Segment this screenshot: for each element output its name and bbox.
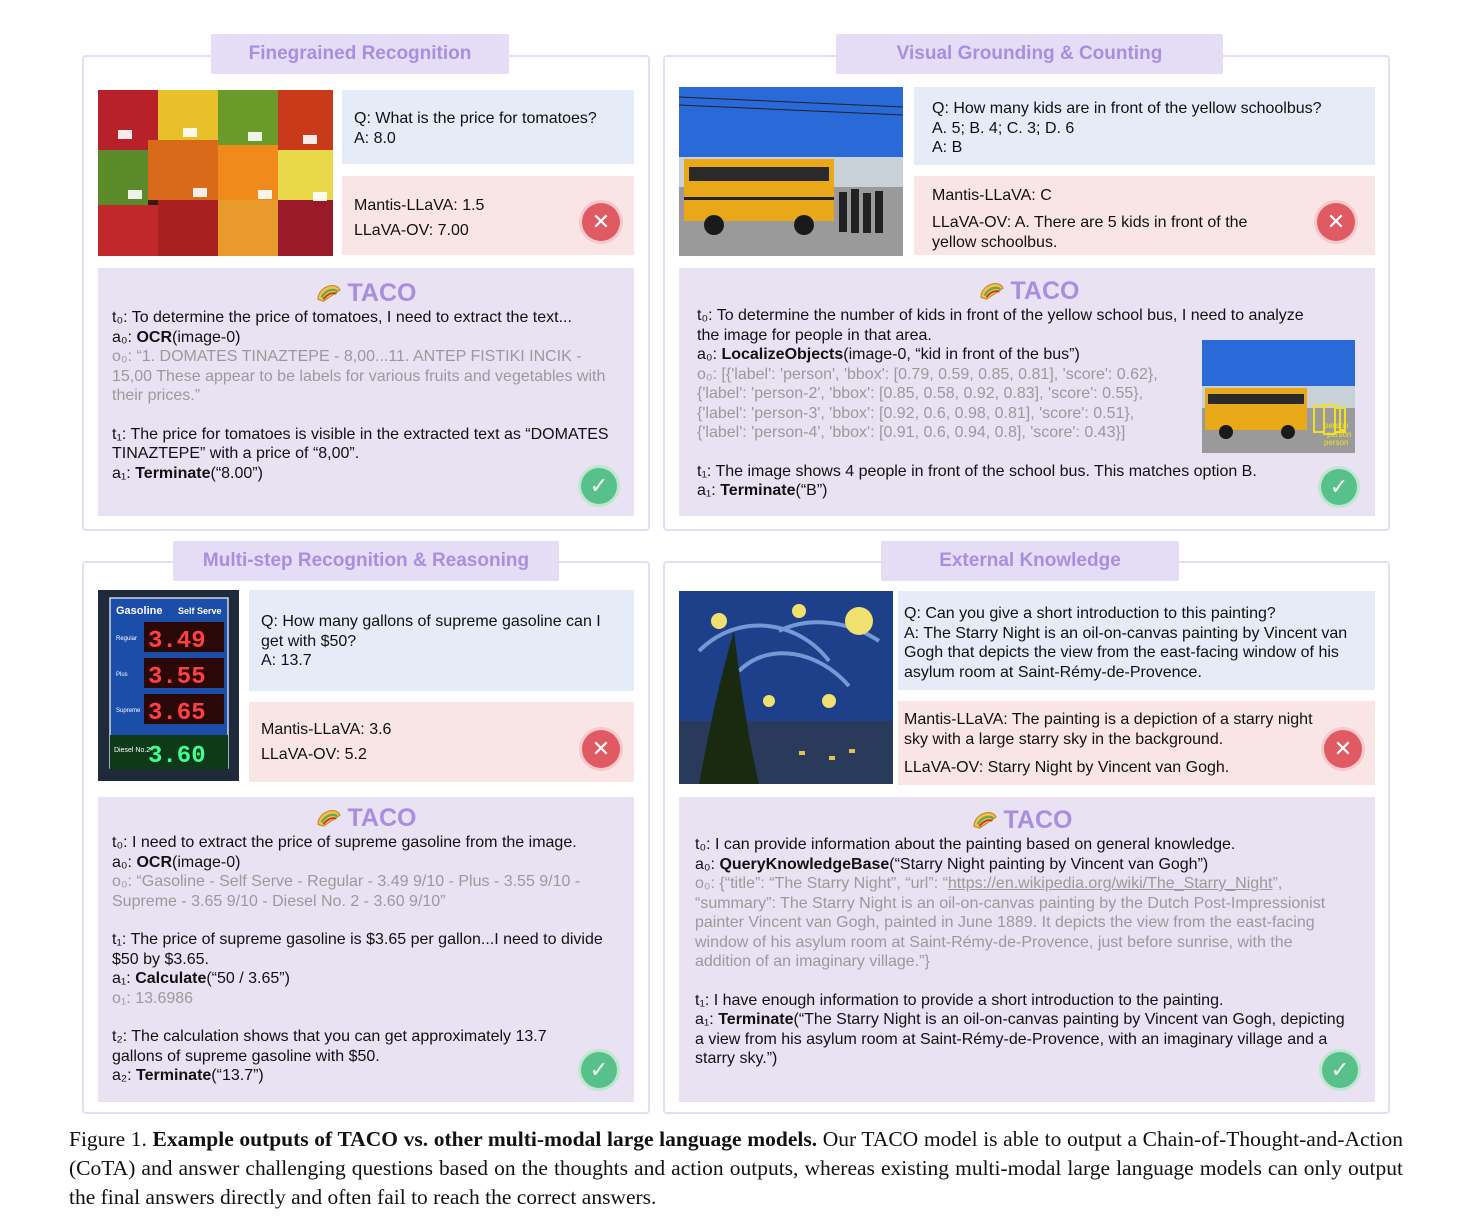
thought-0: t₀: I can provide information about the painting based on general knowledge. [695,836,1236,853]
action-1: a₁: Terminate(“8.00”) [112,464,263,482]
taco-reasoning-box [98,268,634,516]
observation-0: o₀: “1. DOMATES TINAZTEPE - 8,00...11. ANTEP FISTIKI INCIK - 15,00 These appear to be labels for various fruits and vegetables with their prices.” [112,348,610,404]
mantis-answer: Mantis-LLaVA: 3.6 [261,721,392,738]
x-icon: ✕ [1324,730,1362,768]
baseline-answers-box [249,702,634,782]
answer-text: A: 8.0 [354,129,396,147]
options-text: A. 5; B. 4; C. 3; D. 6 [932,119,1075,137]
question-text: Q: What is the price for tomatoes? [354,110,597,127]
check-icon: ✓ [581,468,617,504]
fruit-market-image [98,90,333,256]
observation-1: o₁: 13.6986 [112,989,194,1007]
llava-ov-answer: LLaVA-OV: A. There are 5 kids in front of the yellow schoolbus. [932,214,1248,251]
action-0: a₀: OCR(image-0) [112,328,241,346]
thought-2: t₂: The calculation shows that you can get approximately 13.7 gallons of supreme gasoline with $50. [112,1028,552,1065]
question-box [342,90,634,164]
caption-label: Figure 1. [69,1127,147,1151]
taco-header [695,805,1349,835]
llava-ov-answer: LLaVA-OV: 5.2 [261,746,367,763]
answer-text: A: B [932,139,963,156]
taco-header [112,278,620,308]
caption-bold: Example outputs of TACO vs. other multi-modal large language models. [152,1127,818,1151]
question-text: Q: How many kids are in front of the yellow schoolbus? [932,100,1322,117]
thought-0: t₀: To determine the price of tomatoes, I need to extract the text... [112,309,572,326]
question-text: Q: How many gallons of supreme gasoline can I get with $50? [261,613,606,650]
observation-0: o₀: [{'label': 'person', 'bbox': [0.79, 0.59, 0.85, 0.81], 'score': 0.62}, {'label': 'person-2', 'bbox': [0.85, 0.58, 0.92, 0.83], 'score': 0.55}, {'label': 'person-3', 'bbox': [0.92, 0.6, 0.98, 0.81], 'score': 0.51}, {'label': 'person-4', 'bbox': [0.91, 0.6, 0.94, 0.8], 'score': 0.43}] [697,365,1158,441]
gas-price-sign-image [98,590,239,781]
taco-label: TACO [347,279,417,307]
taco-label: TACO [347,804,417,832]
thought-1: t₁: The image shows 4 people in front of the school bus. This matches option B. [697,462,1257,480]
taco-icon [316,281,342,303]
taco-label: TACO [1003,806,1073,834]
taco-icon [316,806,342,828]
taco-icon [979,279,1005,301]
fuel-label: Plus [116,672,128,678]
schoolbus-image [679,87,903,256]
price-plus: 3.55 [148,664,206,691]
thought-1: t₁: I have enough information to provide a short introduction to the painting. [695,991,1224,1009]
action-2: a₂: Terminate(“13.7”) [112,1067,264,1084]
panel-title: Finegrained Recognition [211,34,509,74]
llava-ov-answer: LLaVA-OV: Starry Night by Vincent van Gogh. [904,759,1230,776]
x-icon: ✕ [582,203,620,241]
bbox-label: person [1324,421,1349,430]
panel-title: Visual Grounding & Counting [836,34,1223,74]
baseline-answers-box [914,176,1375,255]
observation-0: o₀: “Gasoline - Self Serve - Regular - 3.49 9/10 - Plus - 3.55 9/10 - Supreme - 3.65 9/10 - Diesel No. 2 - 3.60 9/10” [112,873,585,910]
action-0: a₀: OCR(image-0) [112,853,241,871]
check-icon: ✓ [1322,1052,1358,1088]
taco-header [112,803,620,833]
answer-text: A: The Starry Night is an oil-on-canvas painting by Vincent van Gogh that depicts the view from the east-facing window of his asylum room at Saint-Rémy-de-Provence. [904,624,1352,681]
caption-text: Our TACO model is able to output a Chain-of-Thought-and-Action (CoTA) and answer challenging questions based on the thoughts and action outputs, whereas existing multi-modal large language models can only output the final answers directly and often fail to reach the correct answers. [69,1127,1404,1209]
fuel-label: Diesel No.2 [114,747,151,754]
question-box [898,591,1375,690]
action-1: a₁: Calculate(“50 / 3.65”) [112,970,290,987]
sign-header: Self Serve [178,606,222,616]
question-box [914,87,1375,165]
action-0: a₀: QueryKnowledgeBase(“Starry Night painting by Vincent van Gogh”) [695,855,1209,873]
thought-1: t₁: The price of supreme gasoline is $3.65 per gallon...I need to divide $50 by $3.65. [112,931,608,968]
taco-icon [972,808,998,830]
llava-ov-answer: LLaVA-OV: 7.00 [354,222,469,239]
question-text: Q: Can you give a short introduction to this painting? [904,605,1276,622]
mantis-answer: Mantis-LLaVA: The painting is a depiction of a starry night sky with a large starry sky in the background. [904,711,1313,748]
action-0: a₀: LocalizeObjects(image-0, “kid in front of the bus”) [697,346,1080,363]
check-icon: ✓ [581,1052,617,1088]
baseline-answers-box [898,701,1375,785]
check-icon: ✓ [1321,469,1357,505]
schoolbus-detection-image [1202,340,1355,453]
answer-text: A: 13.7 [261,652,312,669]
fuel-label: Regular [116,636,138,642]
mantis-answer: Mantis-LLaVA: C [932,187,1052,204]
panel-title: External Knowledge [881,541,1179,581]
wikipedia-link[interactable]: https://en.wikipedia.org/wiki/The_Starry_Night [947,875,1273,892]
mantis-answer: Mantis-LLaVA: 1.5 [354,197,485,214]
action-1: a₁: Terminate(“B”) [697,482,828,499]
taco-header [697,276,1361,306]
bbox-label: person [1324,438,1349,447]
starry-night-image [679,591,893,784]
price-diesel: 3.60 [148,743,206,770]
figure-caption [69,1125,1403,1212]
bbox-label: person [1327,430,1352,439]
taco-label: TACO [1010,277,1080,305]
thought-1: t₁: The price for tomatoes is visible in the extracted text as “DOMATES TINAZTEPE” with a price of “8,00”. [112,425,613,462]
observation-0: o₀: {“title”: “The Starry Night”, “url”: “https://en.wikipedia.org/wiki/The_Starry_Night”, “summary”: The Starry Night is an oil-on-canvas painting by the Dutch Post-Impressionist painter Vincent van Gogh, painted in June 1889. It depicts the view from the east-facing window of his asylum room at Saint-Rémy-de-Provence, just before sunrise, with the addition of an imaginary village.”} [695,875,1330,970]
x-icon: ✕ [1317,203,1355,241]
taco-reasoning-box [98,797,634,1102]
sign-header: Gasoline [116,605,163,617]
fuel-label: Supreme [116,708,141,714]
action-1: a₁: Terminate(“The Starry Night is an oil-on-canvas painting by Vincent van Gogh, depicting a view from his asylum room at Saint-Rémy-de-Provence, with an imaginary village and a starry sky.”) [695,1011,1350,1067]
taco-reasoning-box [679,797,1375,1102]
question-box [249,590,634,691]
price-regular: 3.49 [148,628,206,655]
thought-0: t₀: To determine the number of kids in front of the yellow school bus, I need to analyze the image for people in that area. [697,307,1309,344]
thought-0: t₀: I need to extract the price of supreme gasoline from the image. [112,834,577,851]
x-icon: ✕ [582,730,620,768]
panel-title: Multi-step Recognition & Reasoning [173,541,559,581]
price-supreme: 3.65 [148,700,206,727]
